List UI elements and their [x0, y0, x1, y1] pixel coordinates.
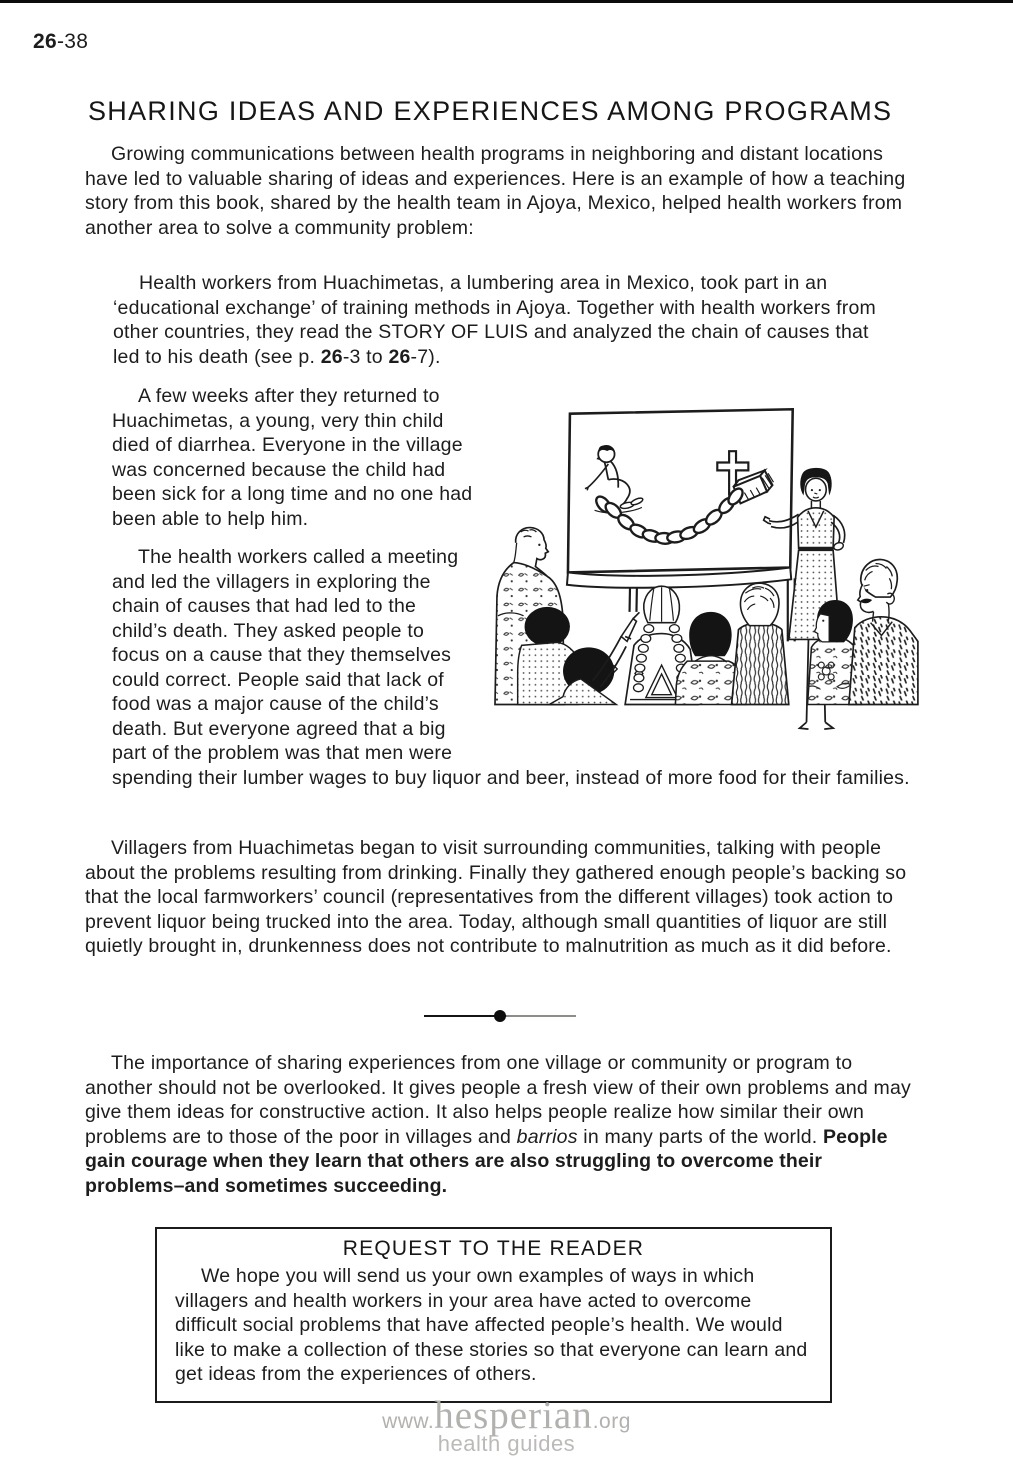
request-box-body: We hope you will send us your own examples of ways in which villagers and health workers in your area have acted to overcome difficult social problems that have affected people’s health. We would like to make a collection of these stories so that everyone can learn and get ideas from the experiences of others.: [175, 1265, 808, 1385]
page-ref-2-rest: -7).: [410, 345, 441, 368]
watermark-name: hesperian: [434, 1394, 593, 1437]
importance-bold: People gain courage when they learn that others are also struggling to overcome their problems–and sometimes succeeding.: [85, 1125, 888, 1197]
page-ref-1-rest: -3 to: [342, 345, 389, 368]
exchange-text: Health workers from Huachimetas, a lumbering area in Mexico, took part in an ‘educational exchange’ of training methods in Ajoya. Together with health workers from other countries, they read the STORY OF LUIS and analyzed the chain of causes that led to his death (see p.: [113, 272, 876, 368]
section-divider: [424, 1015, 576, 1017]
story-with-illustration: [112, 384, 920, 790]
request-to-reader-box: [155, 1227, 832, 1403]
divider-dot: [494, 1010, 506, 1022]
page-number-chapter: 26: [33, 30, 57, 53]
page-title: SHARING IDEAS AND EXPERIENCES AMONG PROGRAMS: [88, 96, 893, 127]
watermark-org: .org: [592, 1410, 631, 1433]
page-ref-2: 26: [388, 345, 411, 368]
page-number-rest: -38: [56, 30, 89, 53]
importance-paragraph: [85, 1051, 923, 1198]
page-number: [33, 30, 88, 54]
meeting-illustration-svg: [486, 393, 920, 740]
watermark-www: www.: [382, 1410, 435, 1433]
page-ref-1: 26: [320, 345, 343, 368]
exchange-paragraph: [113, 271, 885, 369]
hesperian-watermark: [0, 1393, 1013, 1457]
watermark-tagline: health guides: [437, 1431, 576, 1456]
village-meeting-illustration: [486, 393, 920, 740]
villagers-paragraph: Villagers from Huachimetas began to visit surrounding communities, talking with people about the problems resulting from drinking. Finally they gathered enough people’s backing so that the local farmworkers’ council (representatives from the different villages) took action to prevent liquor being trucked into the area. Today, although small quantities of liquor are still quietly brought in, drunkenness does not contribute to malnutrition as much as it did before.: [85, 837, 907, 957]
barrios-italic: barrios: [516, 1125, 578, 1148]
importance-text: The importance of sharing experiences from one village or community or program to another should not be overlooked. It gives people a fresh view of their own problems and may give them ideas for constructive action. It also helps people realize how similar their own problems are to those of the poor in villages and: [85, 1052, 911, 1148]
meeting-paragraph: The health workers called a meeting and led the villagers in exploring the chain of causes that had led to the child’s death. They asked people to focus on a cause that they themselves could correct. People said that lack of food was a major cause of the child’s death. But everyone agreed that a big part of the problem was that men were spending their lumber wages to buy liquor and beer, instead of more food for their families.: [112, 546, 910, 789]
intro-paragraph: Growing communications between health programs in neighboring and distant locations have led to valuable sharing of ideas and experiences. Here is an example of how a teaching story from this book, shared by the health team in Ajoya, Mexico, helped health workers from another area to solve a community problem:: [85, 143, 906, 239]
scan-edge: [0, 0, 1013, 3]
request-box-title: REQUEST TO THE READER: [342, 1237, 645, 1260]
weeks-after-paragraph: A few weeks after they returned to Huachimetas, a young, very thin child died of diarrhea. Everyone in the village was concerned because the child had been sick for a long time and no one had been able to help him.: [112, 385, 473, 530]
importance-text-2: in many parts of the world.: [577, 1125, 824, 1148]
